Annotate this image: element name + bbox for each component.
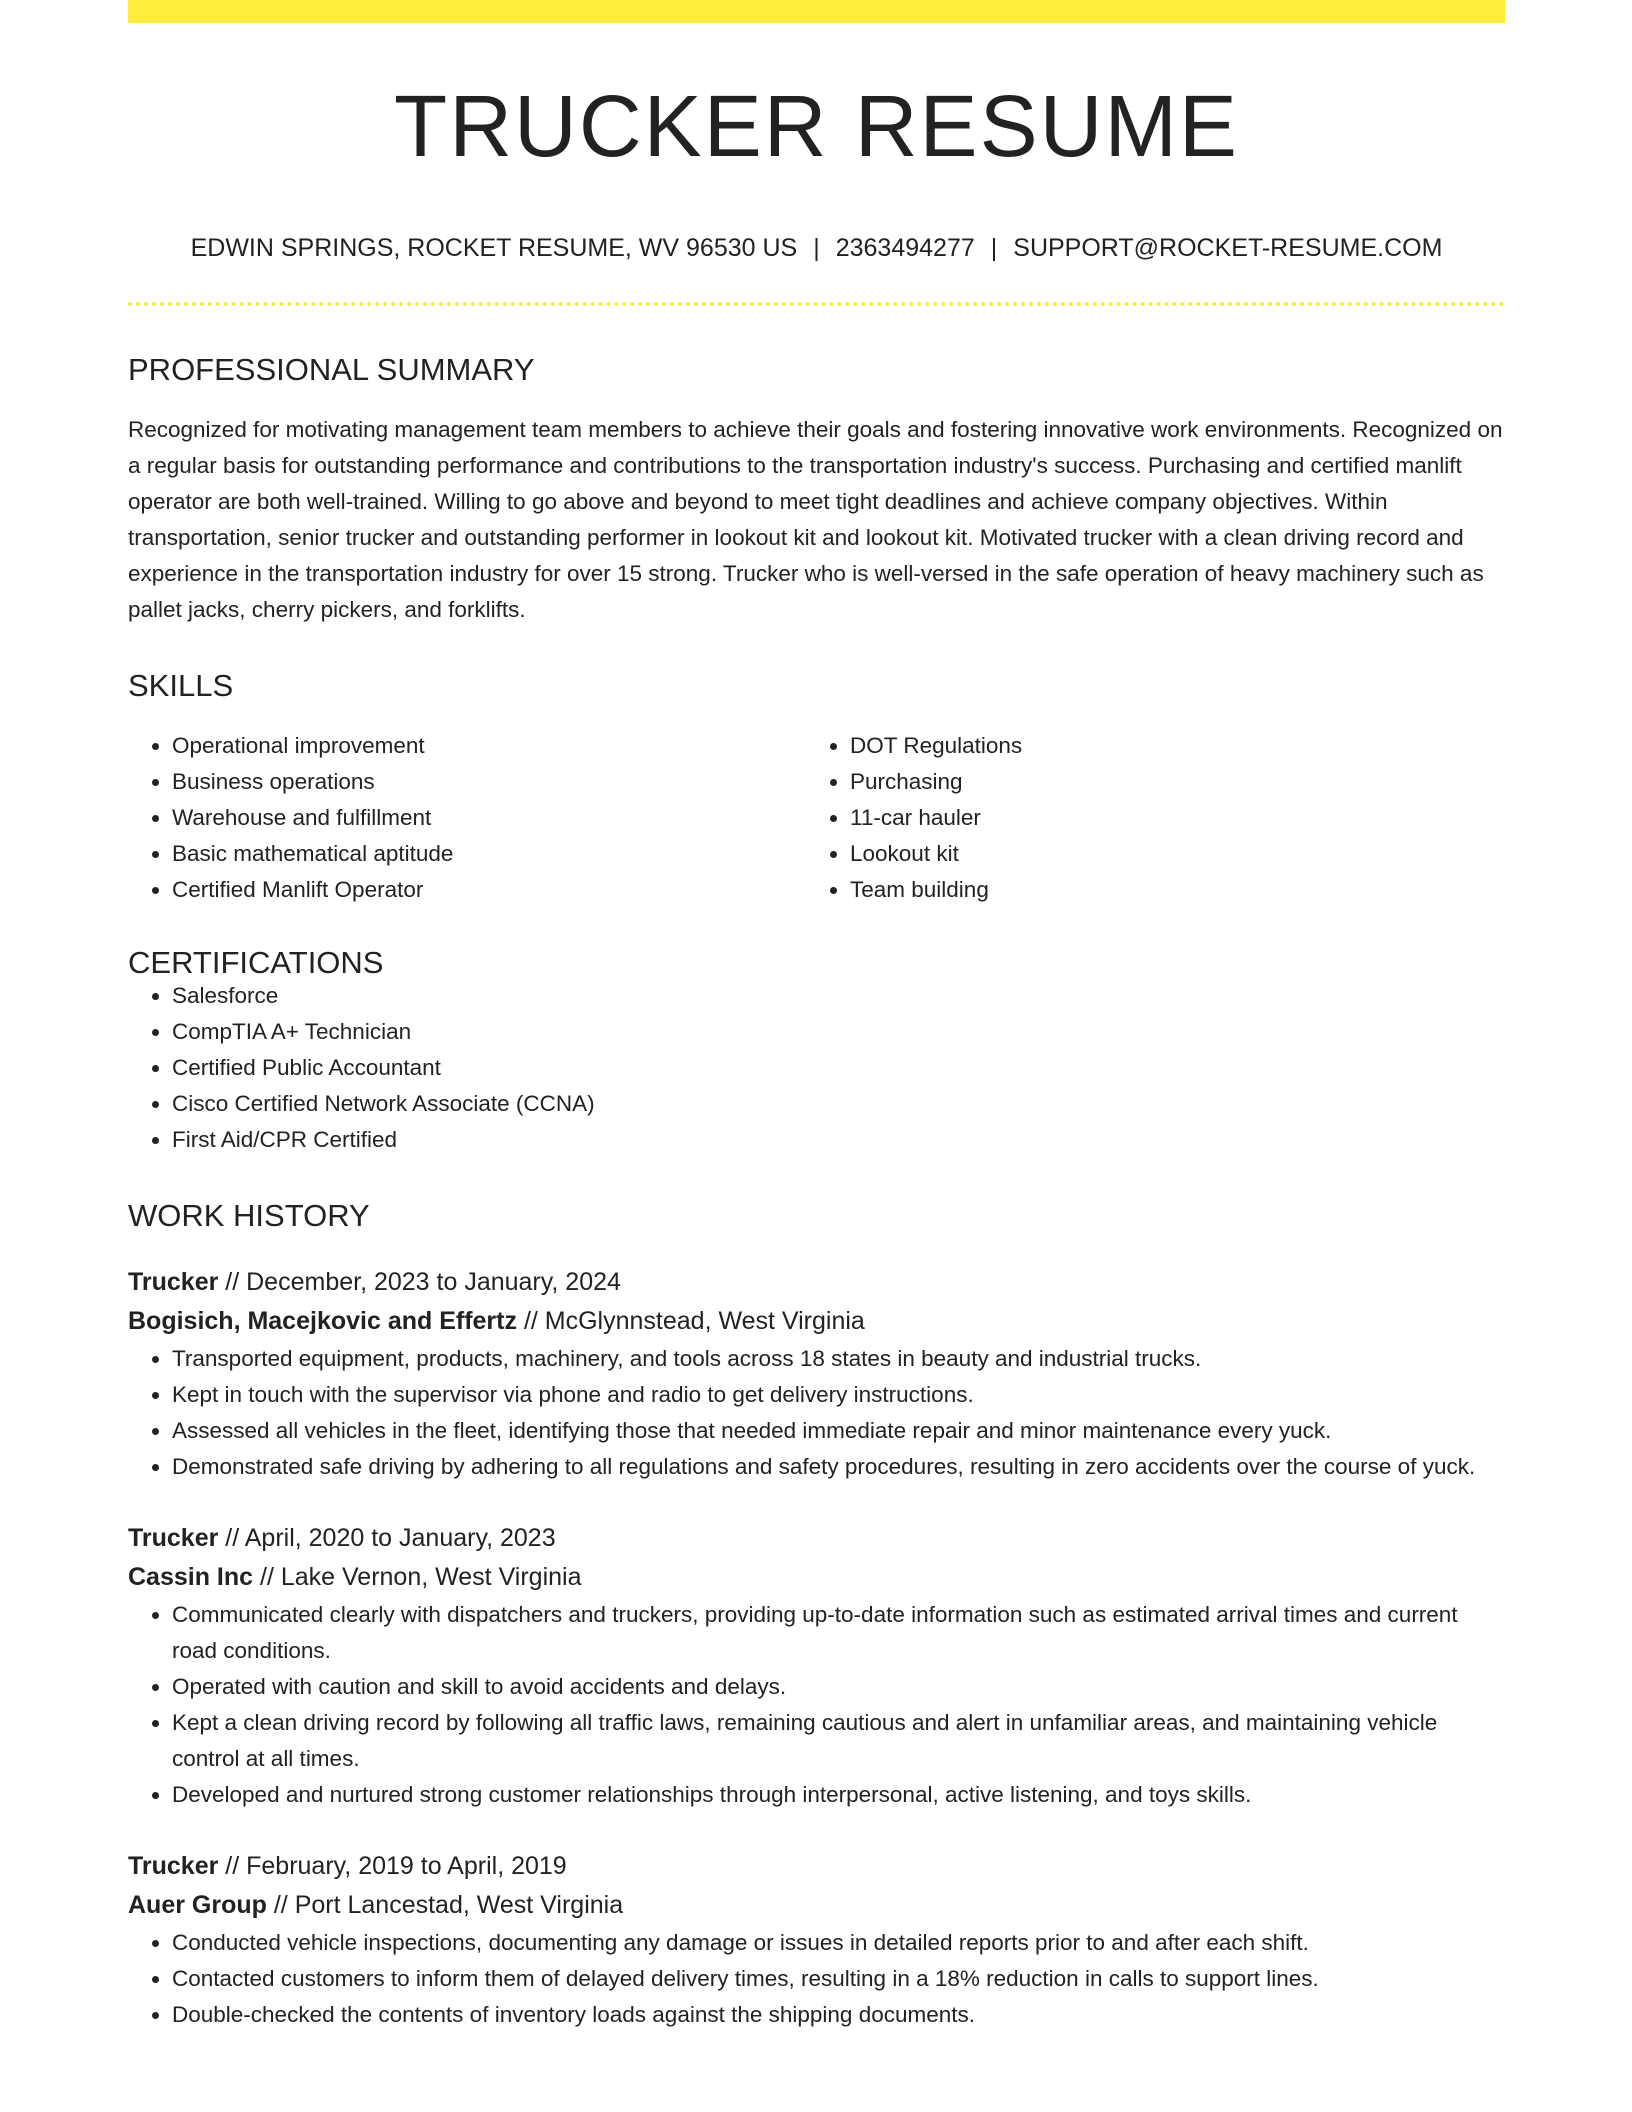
skill-item: • Lookout kit xyxy=(850,836,1484,872)
job-role: Trucker xyxy=(128,1852,219,1880)
job-location: // Port Lancestad, West Virginia xyxy=(266,1891,624,1919)
job-role: Trucker xyxy=(128,1268,219,1296)
skill-item: • 11-car hauler xyxy=(850,800,1484,836)
skill-item: • DOT Regulations xyxy=(850,728,1484,764)
job-company-line xyxy=(128,1886,1505,1925)
resume-page xyxy=(128,0,1505,2033)
job-entry xyxy=(128,1263,1505,1485)
certification-item: • Certified Public Accountant xyxy=(172,1050,1505,1086)
job-dates: // February, 2019 to April, 2019 xyxy=(218,1852,567,1880)
job-role-line xyxy=(128,1519,1505,1558)
skill-item: • Warehouse and fulfillment xyxy=(172,800,806,836)
duty-item: • Communicated clearly with dispatchers and truckers, providing up-to-date information such as estimated arrival times and current road conditions. xyxy=(172,1597,1505,1669)
resume-title: TRUCKER RESUME xyxy=(394,78,1239,175)
skill-item: • Operational improvement xyxy=(172,728,806,764)
job-entry xyxy=(128,1847,1505,2033)
certification-item: • Salesforce xyxy=(172,978,1505,1014)
separator: | xyxy=(813,234,820,262)
job-dates: // December, 2023 to January, 2024 xyxy=(218,1268,621,1296)
skills-column-right xyxy=(806,728,1484,908)
phone: 2363494277 xyxy=(835,234,975,262)
skill-item: • Certified Manlift Operator xyxy=(172,872,806,908)
duty-item: • Kept in touch with the supervisor via phone and radio to get delivery instructions. xyxy=(172,1377,1505,1413)
contact-line xyxy=(128,236,1505,261)
job-company-line xyxy=(128,1302,1505,1341)
skills-column-left xyxy=(128,728,806,908)
skills-heading: SKILLS xyxy=(128,668,234,703)
job-role-line xyxy=(128,1847,1505,1886)
job-company: Cassin Inc xyxy=(128,1563,254,1591)
summary-heading: PROFESSIONAL SUMMARY xyxy=(128,352,535,387)
job-role-line xyxy=(128,1263,1505,1302)
skill-item: • Business operations xyxy=(172,764,806,800)
job-company: Bogisich, Macejkovic and Effertz xyxy=(128,1307,517,1335)
separator: | xyxy=(990,234,998,262)
certifications-heading: CERTIFICATIONS xyxy=(128,945,384,980)
job-dates: // April, 2020 to January, 2023 xyxy=(218,1524,556,1552)
certification-item: • First Aid/CPR Certified xyxy=(172,1122,1505,1158)
certification-item: • Cisco Certified Network Associate (CCNA) xyxy=(172,1086,1505,1122)
work-history-heading: WORK HISTORY xyxy=(128,1198,370,1233)
job-duties xyxy=(128,1925,1505,2033)
duty-item: • Conducted vehicle inspections, documenting any damage or issues in detailed reports prior to and after each shift. xyxy=(172,1925,1505,1961)
job-location: // Lake Vernon, West Virginia xyxy=(253,1563,582,1591)
job-role: Trucker xyxy=(128,1524,219,1552)
email-link[interactable]: SUPPORT@ROCKET-RESUME.COM xyxy=(1013,234,1443,262)
job-duties xyxy=(128,1597,1505,1813)
job-company-line xyxy=(128,1558,1505,1597)
skill-item: • Team building xyxy=(850,872,1484,908)
duty-item: • Developed and nurtured strong customer relationships through interpersonal, active listening, and toys skills. xyxy=(172,1777,1505,1813)
duty-item: • Operated with caution and skill to avoid accidents and delays. xyxy=(172,1669,1505,1705)
dotted-divider xyxy=(128,302,1505,306)
job-location: // McGlynnstead, West Virginia xyxy=(517,1307,865,1335)
skill-item: • Purchasing xyxy=(850,764,1484,800)
duty-item: • Kept a clean driving record by following all traffic laws, remaining cautious and alert in unfamiliar areas, and maintaining vehicle control at all times. xyxy=(172,1705,1505,1777)
skills-grid xyxy=(128,728,1505,908)
accent-top-bar xyxy=(128,0,1505,23)
duty-item: • Double-checked the contents of inventory loads against the shipping documents. xyxy=(172,1997,1505,2033)
job-duties xyxy=(128,1341,1505,1485)
certifications-list xyxy=(128,978,1505,1158)
duty-item: • Assessed all vehicles in the fleet, identifying those that needed immediate repair and minor maintenance every yuck. xyxy=(172,1413,1505,1449)
duty-item: • Transported equipment, products, machinery, and tools across 18 states in beauty and industrial trucks. xyxy=(172,1341,1505,1377)
duty-item: • Contacted customers to inform them of delayed delivery times, resulting in a 18% reduction in calls to support lines. xyxy=(172,1961,1505,1997)
skill-item: • Basic mathematical aptitude xyxy=(172,836,806,872)
job-entry xyxy=(128,1519,1505,1813)
address: EDWIN SPRINGS, ROCKET RESUME, WV 96530 US xyxy=(190,234,798,262)
duty-item: • Demonstrated safe driving by adhering to all regulations and safety procedures, resulting in zero accidents over the course of yuck. xyxy=(172,1449,1505,1485)
job-company: Auer Group xyxy=(128,1891,267,1919)
summary-text: Recognized for motivating management team members to achieve their goals and fostering innovative work environments. Recognized on a regular basis for outstanding performance and contributions to the transportation industry's success. Purchasing and certified manlift operator are both well-trained. Willing to go above and beyond to meet tight deadlines and achieve company objectives. Within transportation, senior trucker and outstanding performer in lookout kit and lookout kit. Motivated trucker with a clean driving record and experience in the transportation industry for over 15 strong. Trucker who is well-versed in the safe operation of heavy machinery such as pallet jacks, cherry pickers, and forklifts. xyxy=(128,417,1503,622)
certification-item: • CompTIA A+ Technician xyxy=(172,1014,1505,1050)
